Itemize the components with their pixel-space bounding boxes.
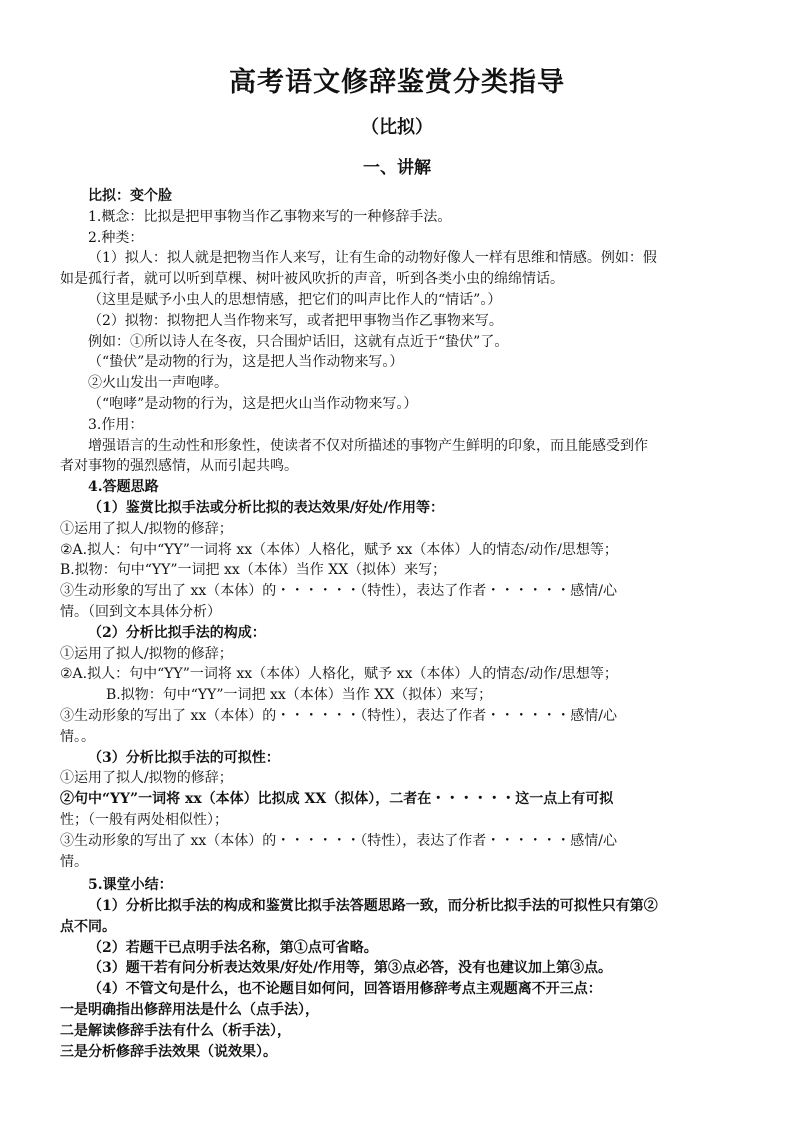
paragraph: （这里是赋予小虫人的思想情感，把它们的叫声比作人的“情话”。） <box>88 291 502 308</box>
subheading: （2）分析比拟手法的构成： <box>88 624 266 641</box>
heading-answer-ideas: 4.答题思路 <box>88 479 159 496</box>
page-subtitle: （比拟） <box>361 117 433 138</box>
summary-item: （2）若题干已点明手法名称，第①点可省略。 <box>88 939 378 956</box>
list-item: ②A.拟人：句中“YY”一词将 xx（本体）人格化，赋予 xx（本体）人的情态/动作/思想等； <box>60 541 618 558</box>
summary-item: （4）不管文句是什么，也不论题目如何问，回答语用修辞考点主观题离不开三点： <box>88 981 602 998</box>
list-item: 情。 <box>60 853 88 870</box>
list-item: ③生动形象的写出了 xx（本体）的・・・・・・（特性），表达了作者・・・・・・感情/心 <box>60 832 617 849</box>
list-item: ③生动形象的写出了 xx（本体）的・・・・・・（特性），表达了作者・・・・・・感情/心 <box>60 707 617 724</box>
list-item: B.拟物：句中“YY”一词把 xx（本体）当作 XX（拟体）来写； <box>60 562 447 579</box>
list-item: ③生动形象的写出了 xx（本体）的・・・・・・（特性），表达了作者・・・・・・感情/心 <box>60 583 617 600</box>
paragraph: 例如：①所以诗人在冬夜，只合围炉话旧，这就有点近于“蛰伏”了。 <box>88 333 509 350</box>
paragraph: 如是孤行者，就可以听到草棵、树叶被风吹折的声音，听到各类小虫的绵绵情话。 <box>60 271 564 288</box>
list-item: 性；（一般有两处相似性）； <box>60 811 228 828</box>
list-item: ②句中“YY”一词将 xx（本体）比拟成 XX（拟体），二者在・・・・・・这一点上有可拟 <box>60 791 614 808</box>
heading-summary: 5.课堂小结： <box>88 877 173 894</box>
paragraph: （“咆哮”是动物的行为，这是把火山当作动物来写。） <box>88 395 418 412</box>
section-heading: 一、讲解 <box>363 158 431 178</box>
list-item: B.拟物：句中“YY”一词把 xx（本体）当作 XX（拟体）来写； <box>106 687 493 704</box>
document-body <box>60 186 736 1062</box>
summary-item: 二是解读修辞手法有什么（析手法）， <box>60 1022 291 1039</box>
list-item: 情。。 <box>60 728 95 745</box>
list-item: ①运用了拟人/拟物的修辞； <box>60 770 233 787</box>
list-item: ①运用了拟人/拟物的修辞； <box>60 645 233 662</box>
list-item: ①运用了拟人/拟物的修辞； <box>60 520 233 537</box>
list-item: 情。（回到文本具体分析） <box>60 603 221 620</box>
heading-concept: 比拟：变个脸 <box>88 188 172 204</box>
paragraph: 3.作用： <box>88 416 144 433</box>
summary-item: 一是明确指出修辞用法是什么（点手法）， <box>60 1002 319 1019</box>
summary-item: 点不同。 <box>60 918 116 935</box>
paragraph: ②火山发出一声咆哮。 <box>88 375 228 392</box>
subheading: （1）鉴赏比拟手法或分析比拟的表达效果/好处/作用等： <box>88 499 444 516</box>
summary-item: （3）题干若有问分析表达效果/好处/作用等，第③点必答，没有也建议加上第③点。 <box>88 960 612 977</box>
page-title: 高考语文修辞鉴赏分类指导 <box>229 67 565 98</box>
paragraph: （“蛰伏”是动物的行为，这是把人当作动物来写。） <box>88 354 404 371</box>
summary-item: 三是分析修辞手法效果（说效果）。 <box>60 1043 277 1060</box>
paragraph: （2）拟物：拟物把人当作物来写，或者把甲事物当作乙事物来写。 <box>88 312 503 329</box>
paragraph: 者对事物的强烈感情，从而引起共鸣。 <box>60 458 298 475</box>
paragraph: （1）拟人：拟人就是把物当作人来写，让有生命的动物好像人一样有思维和情感。例如：假 <box>88 250 657 267</box>
paragraph: 1.概念：比拟是把甲事物当作乙事物来写的一种修辞手法。 <box>88 208 452 225</box>
subheading: （3）分析比拟手法的可拟性： <box>88 749 280 766</box>
paragraph: 增强语言的生动性和形象性，使读者不仅对所描述的事物产生鲜明的印象，而且能感受到作 <box>88 437 648 454</box>
paragraph: 2.种类： <box>88 229 144 246</box>
list-item: ②A.拟人：句中“YY”一词将 xx（本体）人格化，赋予 xx（本体）人的情态/动作/思想等； <box>60 666 618 683</box>
summary-item: （1）分析比拟手法的构成和鉴赏比拟手法答题思路一致，而分析比拟手法的可拟性只有第② <box>88 898 658 915</box>
